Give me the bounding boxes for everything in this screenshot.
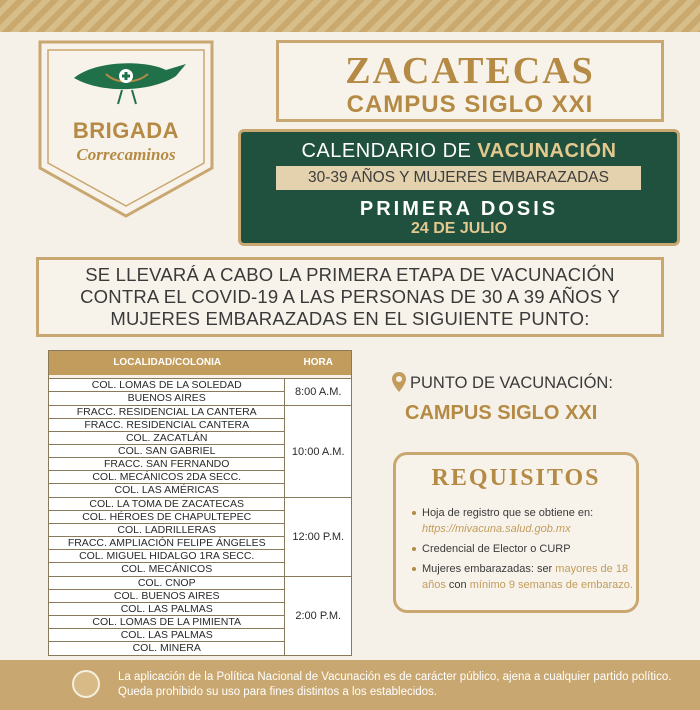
vaccination-point-value: CAMPUS SIGLO XXI bbox=[405, 402, 598, 424]
requirement-age-highlight: mayores de 18 años bbox=[422, 563, 629, 591]
table-row: COL. LAS AMÉRICAS bbox=[114, 484, 219, 496]
table-row: COL. CNOP bbox=[49, 577, 284, 590]
badge-title: BRIGADA bbox=[72, 118, 180, 143]
page-subtitle: CAMPUS SIGLO XXI bbox=[346, 91, 594, 118]
table-row: COL. ZACATLÁN bbox=[49, 432, 284, 445]
time-cell: 8:00 A.M. bbox=[294, 386, 342, 398]
calendar-title-prefix: CALENDARIO DE bbox=[301, 140, 472, 162]
requirement-connector: con bbox=[448, 579, 467, 591]
table-row: COL. MECÁNICOS 2DA SECC. bbox=[49, 471, 284, 484]
info-box bbox=[36, 257, 664, 337]
government-seal-icon bbox=[72, 670, 100, 698]
page-title: ZACATECAS bbox=[345, 50, 595, 92]
table-row: FRACC. RESIDENCIAL CANTERA bbox=[49, 419, 284, 432]
location-list bbox=[49, 577, 285, 655]
time-cell: 10:00 A.M. bbox=[291, 445, 345, 458]
schedule-group bbox=[49, 405, 351, 497]
vaccination-point-label: PUNTO DE VACUNACIÓN: bbox=[410, 374, 613, 392]
requirement-registration-text: Hoja de registro que se obtiene en: bbox=[422, 507, 594, 519]
header-box bbox=[276, 40, 664, 122]
table-row: COL. MINERA bbox=[132, 642, 201, 654]
footer-text: La aplicación de la Política Nacional de Vacunación es de carácter público, ajena a cualquier partido político. Queda prohibido su uso para fines distintos a los establecidos. bbox=[118, 671, 672, 698]
schedule-group bbox=[49, 497, 351, 576]
table-row: COL. MECÁNICOS bbox=[121, 563, 213, 575]
table-row: COL. LA TOMA DE ZACATECAS bbox=[49, 498, 284, 511]
table-row: BUENOS AIRES bbox=[127, 392, 206, 404]
location-pin-icon bbox=[391, 371, 407, 393]
date-label: 24 DE JULIO bbox=[410, 220, 508, 237]
location-list bbox=[49, 379, 285, 405]
registration-link[interactable]: https://mivacuna.salud.gob.mx bbox=[422, 523, 571, 535]
list-item bbox=[412, 505, 634, 537]
schedule-group bbox=[49, 378, 351, 405]
list-item bbox=[412, 561, 634, 593]
table-row: COL. LAS PALMAS bbox=[49, 603, 284, 616]
table-row: COL. LADRILLERAS bbox=[49, 524, 284, 537]
top-decorative-band bbox=[0, 0, 700, 32]
table-row: COL. SAN GABRIEL bbox=[49, 445, 284, 458]
brigada-badge bbox=[36, 38, 216, 220]
requirements-title: REQUISITOS bbox=[431, 465, 601, 491]
table-row: COL. BUENOS AIRES bbox=[49, 590, 284, 603]
table-row: FRACC. RESIDENCIAL LA CANTERA bbox=[49, 406, 284, 419]
table-row: COL. LAS PALMAS bbox=[49, 629, 284, 642]
schedule-group bbox=[49, 576, 351, 655]
requirement-pregnant-text: Mujeres embarazadas: ser bbox=[422, 563, 553, 575]
table-row: COL. MIGUEL HIDALGO 1RA SECC. bbox=[49, 550, 284, 563]
location-list bbox=[49, 498, 285, 576]
info-text: SE LLEVARÁ A CABO LA PRIMERA ETAPA DE VACUNACIÓN CONTRA EL COVID-19 A LAS PERSONAS DE 30 A 39 AÑOS Y MUJERES EMBARAZADAS EN EL SIGUIENTE PUNTO: bbox=[80, 264, 620, 329]
calendar-title bbox=[241, 140, 677, 163]
age-group-band: 30-39 AÑOS Y MUJERES EMBARAZADAS bbox=[276, 166, 641, 190]
table-header bbox=[49, 351, 351, 375]
badge-subtitle: Correcaminos bbox=[76, 145, 176, 164]
column-header-location: LOCALIDAD/COLONIA bbox=[113, 357, 222, 368]
table-row: FRACC. SAN FERNANDO bbox=[49, 458, 284, 471]
time-cell: 2:00 P.M. bbox=[295, 610, 342, 622]
requirements-list bbox=[412, 505, 634, 597]
table-row: COL. HÉROES DE CHAPULTEPEC bbox=[49, 511, 284, 524]
time-cell: 12:00 P.M. bbox=[292, 531, 345, 543]
list-item bbox=[412, 541, 634, 557]
calendar-box bbox=[238, 129, 680, 246]
location-list bbox=[49, 406, 285, 497]
requirement-weeks-highlight: mínimo 9 semanas de embarazo. bbox=[469, 579, 633, 591]
requirements-box bbox=[393, 452, 639, 613]
schedule-table bbox=[48, 350, 352, 656]
dose-label: PRIMERA DOSIS bbox=[359, 198, 559, 220]
table-row: COL. LOMAS DE LA SOLEDAD bbox=[49, 379, 284, 392]
calendar-title-emphasis: VACUNACIÓN bbox=[477, 140, 617, 162]
column-header-time: HORA bbox=[303, 357, 333, 368]
table-row: FRACC. AMPLIACIÓN FELIPE ÁNGELES bbox=[49, 537, 284, 550]
table-body bbox=[49, 378, 351, 655]
requirement-id-text: Credencial de Elector o CURP bbox=[422, 543, 571, 555]
table-row: COL. LOMAS DE LA PIMIENTA bbox=[49, 616, 284, 629]
